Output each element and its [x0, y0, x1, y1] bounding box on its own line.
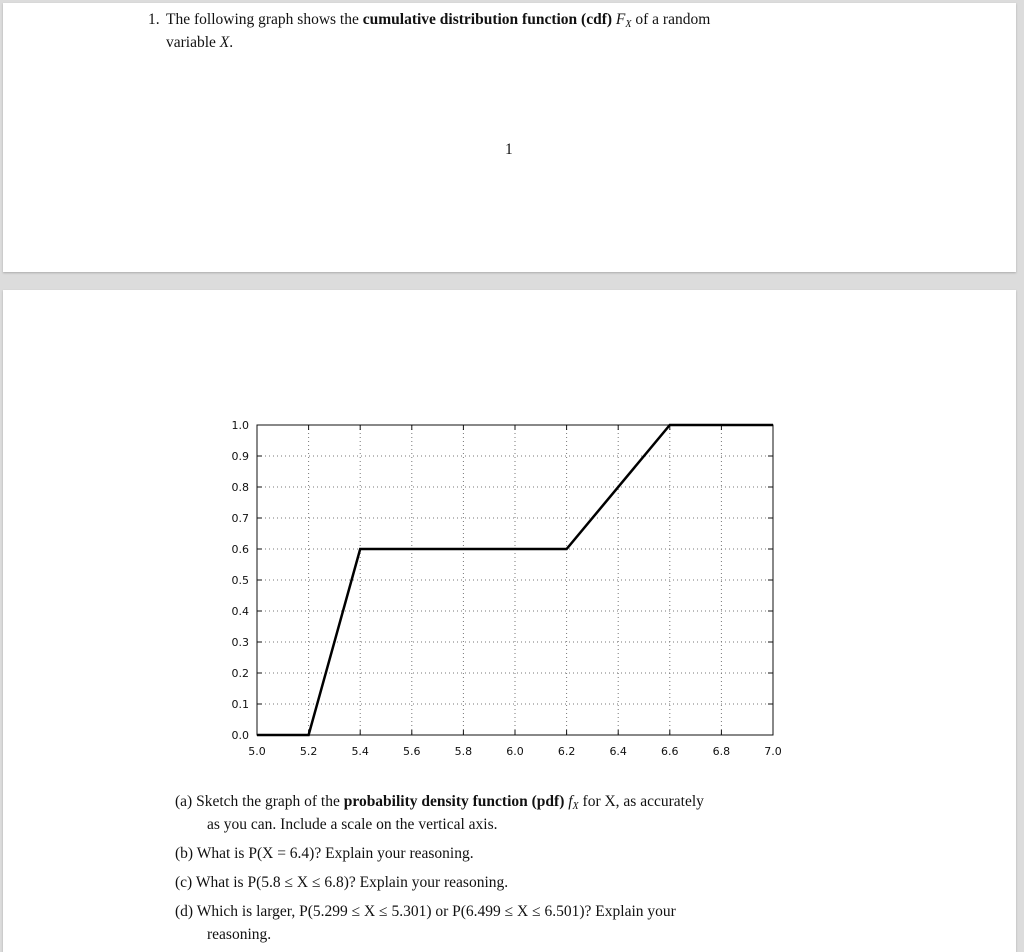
text: for X, as accurately	[582, 793, 704, 810]
text: variable	[166, 34, 216, 51]
part-d	[175, 900, 676, 923]
y-tick-label: 0.5	[231, 574, 249, 587]
question-line-1	[166, 8, 710, 36]
x-tick-label: 6.2	[557, 745, 576, 758]
y-tick-label: 0.8	[231, 481, 249, 494]
x-tick-label: 6.6	[661, 745, 679, 758]
subscript: X	[572, 801, 579, 812]
part-label: (a)	[175, 793, 193, 810]
y-tick-label: 0.1	[231, 698, 249, 711]
page-1	[3, 3, 1016, 272]
part-c	[175, 871, 508, 894]
symbol: F	[615, 11, 626, 28]
text: Sketch the graph of the	[196, 793, 340, 810]
x-tick-label: 7.0	[764, 745, 782, 758]
text: What is P(X = 6.4)? Explain your reasoning.	[196, 845, 474, 862]
y-tick-label: 0.2	[231, 667, 249, 680]
symbol: f	[568, 793, 573, 810]
cdf-chart	[3, 290, 1016, 770]
part-label: (b)	[175, 845, 194, 862]
x-tick-label: 6.4	[609, 745, 627, 758]
part-label: (c)	[175, 874, 193, 891]
text: .	[229, 34, 234, 51]
y-tick-label: 0.6	[231, 543, 249, 556]
text: What is P(5.8 ≤ X ≤ 6.8)? Explain your reasoning.	[195, 874, 509, 891]
x-tick-label: 6.8	[712, 745, 731, 758]
y-tick-label: 0.7	[231, 512, 249, 525]
y-tick-label: 1.0	[231, 419, 249, 432]
part-d-line-2: reasoning.	[207, 926, 272, 943]
part-label: (d)	[175, 903, 194, 920]
bold-term: cumulative distribution function (cdf)	[362, 11, 613, 28]
bold-term: probability density function (pdf)	[343, 793, 565, 810]
x-tick-label: 5.8	[454, 745, 473, 758]
x-tick-label: 6.0	[506, 745, 524, 758]
x-tick-label: 5.4	[351, 745, 369, 758]
part-b	[175, 842, 474, 865]
x-tick-label: 5.6	[403, 745, 421, 758]
symbol: X	[219, 34, 230, 51]
y-tick-label: 0.3	[231, 636, 249, 649]
x-tick-label: 5.0	[248, 745, 266, 758]
text: The following graph shows the	[166, 11, 359, 28]
page-2	[3, 290, 1016, 952]
text: of a random	[635, 11, 711, 28]
y-tick-label: 0.4	[231, 605, 249, 618]
y-tick-label: 0.9	[231, 450, 249, 463]
cdf-line	[257, 425, 773, 735]
text: Which is larger, P(5.299 ≤ X ≤ 5.301) or P(6.499 ≤ X ≤ 6.501)? Explain your	[196, 903, 676, 920]
question-number: 1.	[148, 11, 160, 28]
question-line-2	[166, 31, 233, 54]
plot-frame	[257, 425, 773, 735]
subscript: X	[625, 19, 632, 30]
y-tick-label: 0.0	[231, 729, 249, 742]
x-tick-label: 5.2	[299, 745, 318, 758]
part-a-line-2: as you can. Include a scale on the vertical axis.	[207, 816, 498, 833]
page-number: 1	[505, 141, 513, 158]
